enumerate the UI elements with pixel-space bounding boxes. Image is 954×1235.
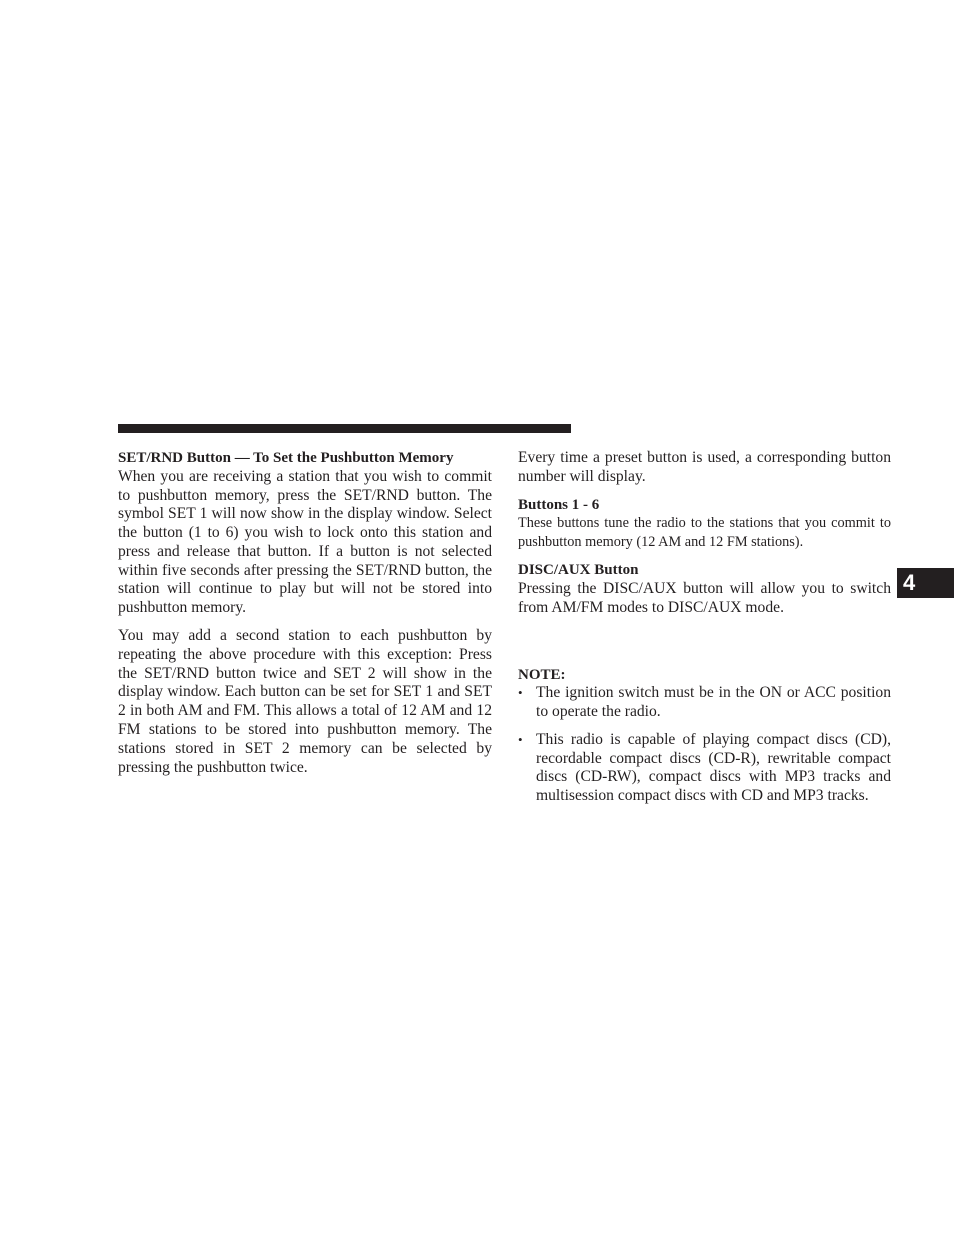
- note-item: [518, 731, 891, 806]
- note-list: [518, 684, 891, 806]
- set-rnd-paragraph-1: When you are receiving a station that you wish to commit to pushbutton memory, press the SET/RND button. The symbol SET 1 will now show in the display window. Select the button (1 to 6) you wish to lock onto this station and press and release that button. If a button is not selected within five seconds after pressing the SET/RND button, the station will continue to play but will not be stored into pushbutton memory.: [118, 467, 492, 617]
- set-rnd-heading: SET/RND Button — To Set the Pushbutton Memory: [118, 450, 454, 466]
- note-heading: NOTE:: [518, 666, 566, 683]
- left-column: [118, 449, 492, 777]
- disc-aux-paragraph: Pressing the DISC/AUX button will allow you to switch from AM/FM modes to DISC/AUX mode.: [518, 580, 891, 616]
- right-column: [518, 449, 891, 815]
- buttons-heading: Buttons 1 - 6: [518, 496, 600, 513]
- note-item-text: The ignition switch must be in the ON or ACC position to operate the radio.: [536, 684, 891, 721]
- buttons-paragraph: These buttons tune the radio to the stations that you commit to pushbutton memory (12 AM and 12 FM stations).: [518, 515, 891, 551]
- disc-aux-heading: DISC/AUX Button: [518, 562, 639, 579]
- note-item-text: This radio is capable of playing compact discs (CD), recordable compact discs (CD-R), rewritable compact discs (CD-RW), compact discs with MP3 tracks and multisession compact discs with CD and MP3 tracks.: [536, 730, 891, 805]
- set-rnd-paragraph-2: You may add a second station to each pushbutton by repeating the above procedure with this exception: Press the SET/RND button twice and SET 2 will show in the display window. Each button can be set for SET 1 and SET 2 in both AM and FM. This allows a total of 12 AM and 12 FM stations to be stored into pushbutton memory. The stations stored in SET 2 memory can be selected by pressing the pushbutton twice.: [118, 627, 492, 776]
- note-item: [518, 684, 891, 722]
- section-rule: [118, 424, 571, 433]
- bullet-icon: •: [518, 685, 523, 701]
- preset-intro-paragraph: Every time a preset button is used, a corresponding button number will display.: [518, 449, 891, 485]
- bullet-icon: •: [518, 731, 523, 747]
- chapter-tab: 4: [897, 568, 954, 598]
